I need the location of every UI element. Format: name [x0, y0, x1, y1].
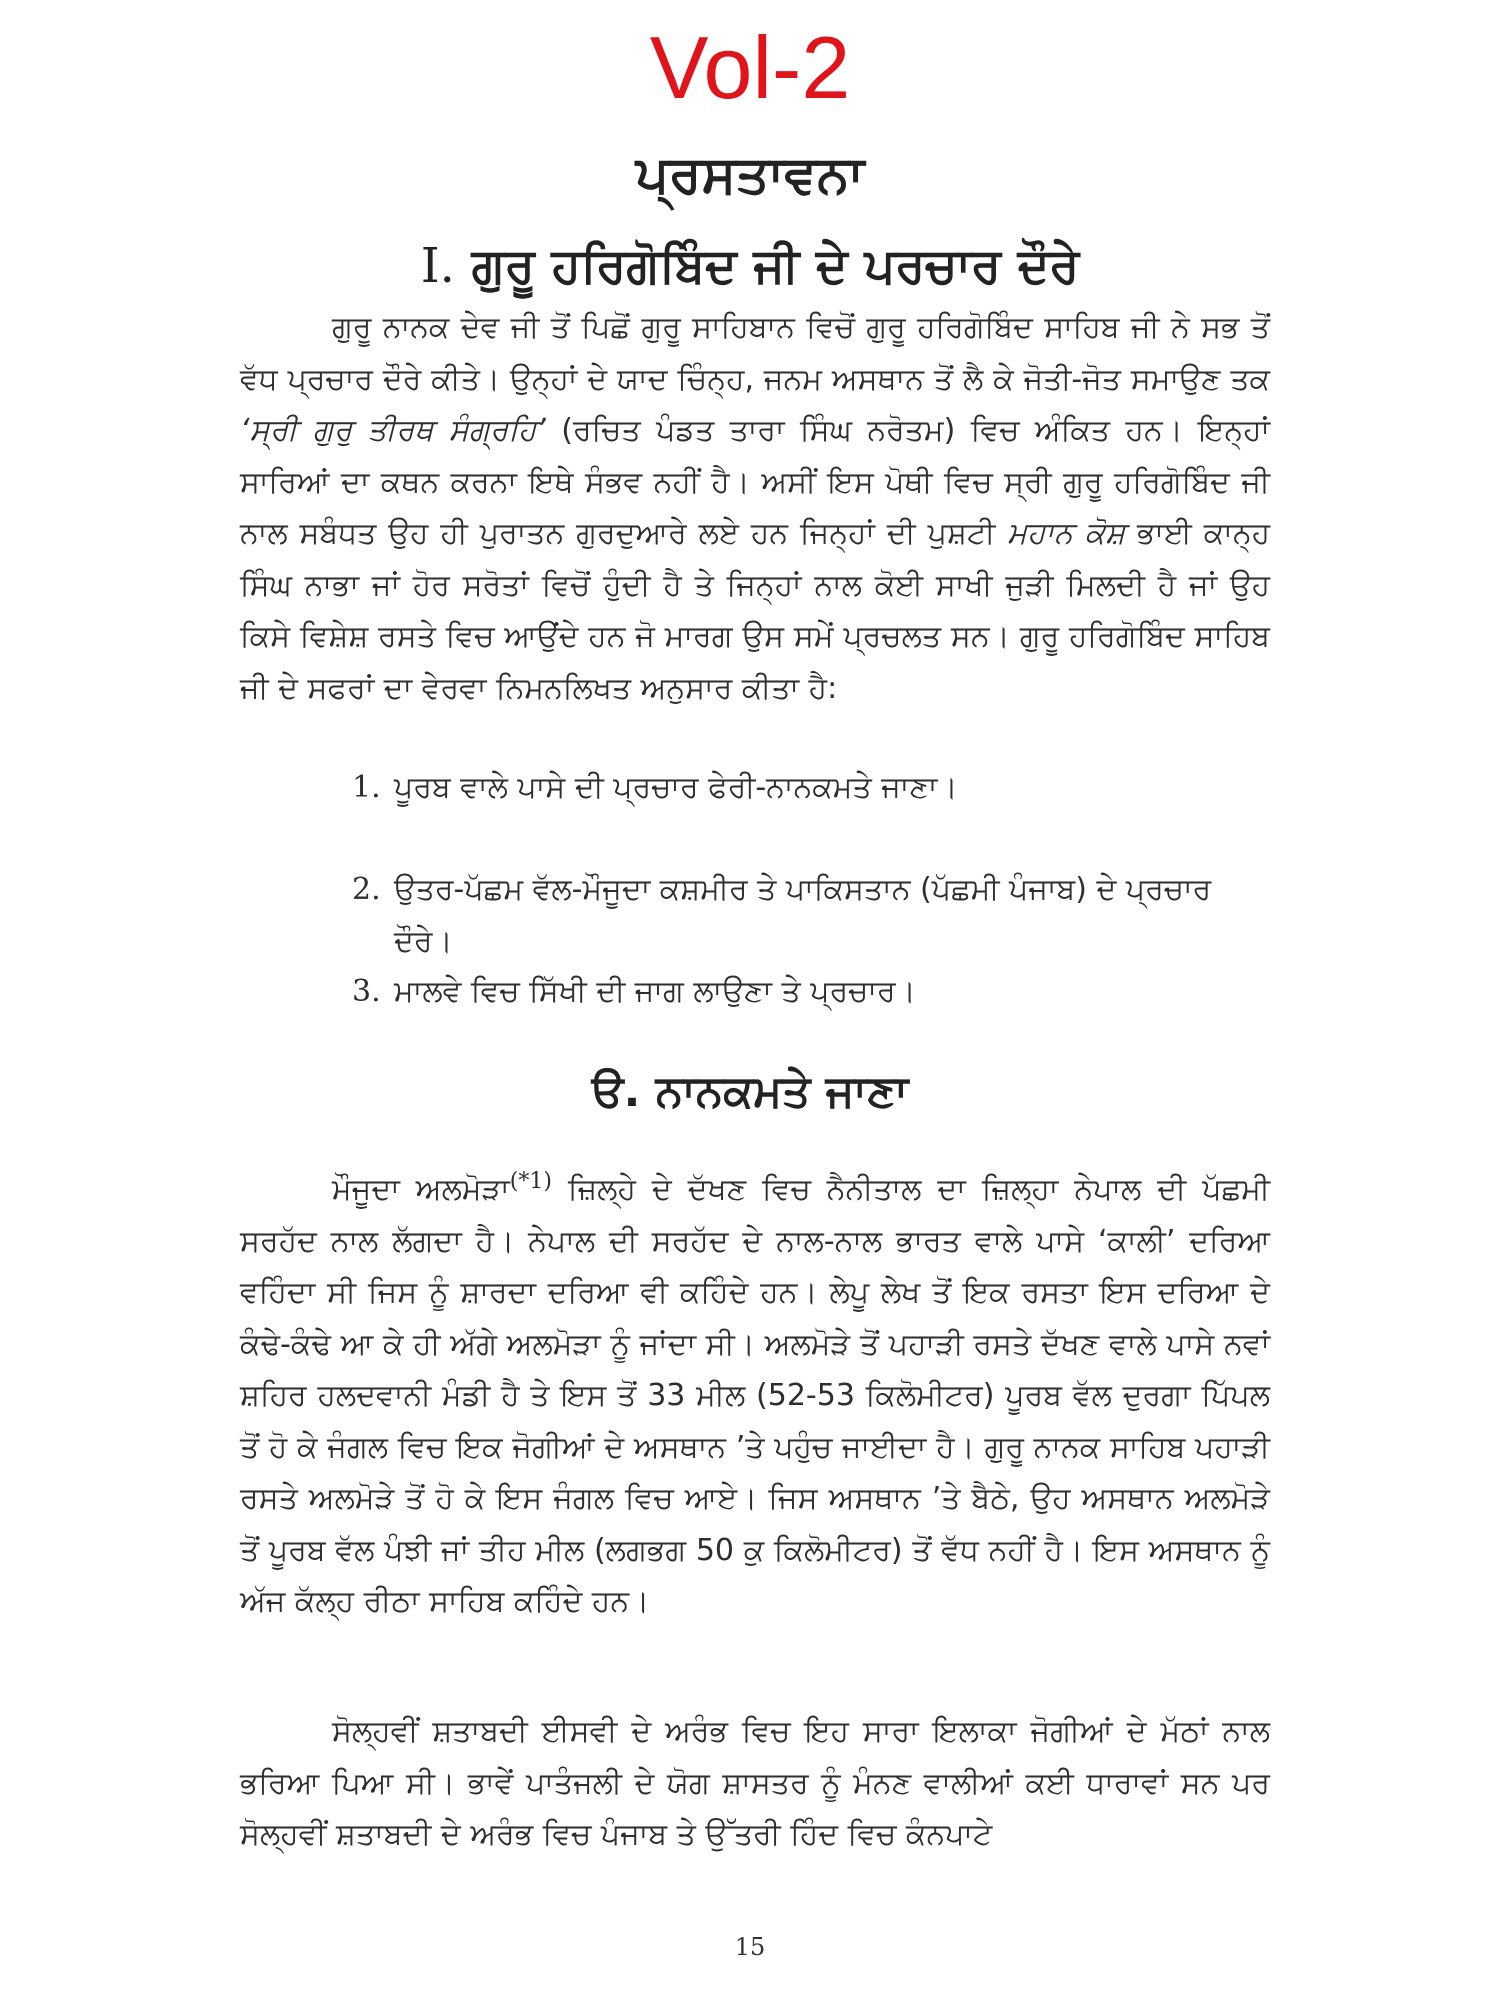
nanakmata-text-part1: ਮੌਜੂਦਾ ਅਲਮੋੜਾ	[332, 1172, 510, 1207]
jogi-text: ਸੋਲ੍ਹਵੀਂ ਸ਼ਤਾਬਦੀ ਈਸਵੀ ਦੇ ਅਰੰਭ ਵਿਚ ਇਹ ਸਾਰਾ ਇਲਾਕਾ ਜੋਗੀਆਂ ਦੇ ਮੱਠਾਂ ਨਾਲ ਭਰਿਆ ਪਿਆ ਸੀ। ਭਾਵੇਂ ਪਾਤੰਜਲੀ ਦੇ ਯੋਗ ਸ਼ਾਸਤਰ ਨੂੰ ਮੰਨਣ ਵਾਲੀਆਂ ਕਈ ਧਾਰਾਵਾਂ ਸਨ ਪਰ ਸੋਲ੍ਹਵੀਂ ਸ਼ਤਾਬਦੀ ਦੇ ਅਰੰਭ ਵਿਚ ਪੰਜਾਬ ਤੇ ਉੱਤਰੀ ਹਿੰਦ ਵਿਚ ਕੰਨਪਾਟੇ	[240, 1714, 1270, 1852]
list-number: 3.	[352, 974, 381, 1009]
intro-paragraph	[240, 302, 1270, 714]
tour-list-item-1	[352, 762, 1272, 814]
list-text: ਪੂਰਬ ਵਾਲੇ ਪਾਸੇ ਦੀ ਪ੍ਰਚਾਰ ਫੇਰੀ-ਨਾਨਕਮਤੇ ਜਾਣਾ।	[394, 770, 958, 805]
list-number: 2.	[352, 872, 381, 907]
list-text: ਮਾਲਵੇ ਵਿਚ ਸਿੱਖੀ ਦੀ ਜਾਗ ਲਾਉਣਾ ਤੇ ਪ੍ਰਚਾਰ।	[394, 974, 916, 1009]
list-number: 1.	[352, 770, 381, 805]
tour-list-item-2	[352, 864, 1272, 967]
chapter-title: ਗੁਰੂ ਹਰਿਗੋਬਿੰਦ ਜੀ ਦੇ ਪਰਚਾਰ ਦੌਰੇ	[471, 238, 1080, 294]
chapter-number: I.	[420, 238, 455, 294]
nanakmata-text-part2: ਜ਼ਿਲ੍ਹੇ ਦੇ ਦੱਖਣ ਵਿਚ ਨੈਨੀਤਾਲ ਦਾ ਜ਼ਿਲ੍ਹਾ ਨੇਪਾਲ ਦੀ ਪੱਛਮੀ ਸਰਹੱਦ ਨਾਲ ਲੱਗਦਾ ਹੈ। ਨੇਪਾਲ ਦੀ ਸਰਹੱਦ ਦੇ ਨਾਲ-ਨਾਲ ਭਾਰਤ ਵਾਲੇ ਪਾਸੇ ‘ਕਾਲੀ’ ਦਰਿਆ ਵਹਿੰਦਾ ਸੀ ਜਿਸ ਨੂੰ ਸ਼ਾਰਦਾ ਦਰਿਆ ਵੀ ਕਹਿੰਦੇ ਹਨ। ਲੇਪੂ ਲੇਖ ਤੋਂ ਇਕ ਰਸਤਾ ਇਸ ਦਰਿਆ ਦੇ ਕੰਢੇ-ਕੰਢੇ ਆ ਕੇ ਹੀ ਅੱਗੇ ਅਲਮੋੜਾ ਨੂੰ ਜਾਂਦਾ ਸੀ। ਅਲਮੋੜੇ ਤੋਂ ਪਹਾੜੀ ਰਸਤੇ ਦੱਖਣ ਵਾਲੇ ਪਾਸੇ ਨਵਾਂ ਸ਼ਹਿਰ ਹਲਦਵਾਨੀ ਮੰਡੀ ਹੈ ਤੇ ਇਸ ਤੋਂ 33 ਮੀਲ (52-53 ਕਿਲੋਮੀਟਰ) ਪੂਰਬ ਵੱਲ ਦੁਰਗਾ ਪਿੱਪਲ ਤੋਂ ਹੋ ਕੇ ਜੰਗਲ ਵਿਚ ਇਕ ਜੋਗੀਆਂ ਦੇ ਅਸਥਾਨ ’ਤੇ ਪਹੁੰਚ ਜਾਈਦਾ ਹੈ। ਗੁਰੂ ਨਾਨਕ ਸਾਹਿਬ ਪਹਾੜੀ ਰਸਤੇ ਅਲਮੋੜੇ ਤੋਂ ਹੋ ਕੇ ਇਸ ਜੰਗਲ ਵਿਚ ਆਏ। ਜਿਸ ਅਸਥਾਨ ’ਤੇ ਬੈਠੇ, ਉਹ ਅਸਥਾਨ ਅਲਮੋੜੇ ਤੋਂ ਪੂਰਬ ਵੱਲ ਪੰਝੀ ਜਾਂ ਤੀਹ ਮੀਲ (ਲਗਭਗ 50 ਕੁ ਕਿਲੋਮੀਟਰ) ਤੋਂ ਵੱਧ ਨਹੀਂ ਹੈ। ਇਸ ਅਸਥਾਨ ਨੂੰ ਅੱਜ ਕੱਲ੍ਹ ਰੀਠਾ ਸਾਹਿਬ ਕਹਿੰਦੇ ਹਨ।	[240, 1172, 1271, 1619]
book-title: ‘ਸ੍ਰੀ ਗੁਰੁ ਤੀਰਥ ਸੰਗ੍ਰਹਿ’	[240, 413, 546, 448]
jogi-paragraph	[240, 1706, 1270, 1861]
tour-list-item-3	[352, 966, 1272, 1018]
page-title: ਪ੍ਰਸਤਾਵਨਾ	[635, 145, 865, 205]
reference-title: ਮਹਾਨ ਕੋਸ਼	[1007, 516, 1126, 551]
volume-label: Vol-2	[649, 18, 851, 117]
list-text: ਉਤਰ-ਪੱਛਮ ਵੱਲ-ਮੌਜੂਦਾ ਕਸ਼ਮੀਰ ਤੇ ਪਾਕਿਸਤਾਨ (ਪੱਛਮੀ ਪੰਜਾਬ) ਦੇ ਪ੍ਰਚਾਰ ਦੌਰੇ।	[394, 872, 1212, 959]
nanakmata-paragraph	[240, 1164, 1270, 1628]
page-number: 15	[734, 1933, 766, 1961]
footnote-marker: (*1)	[509, 1169, 552, 1194]
intro-text-part3: ਭਾਈ ਕਾਨ੍ਹ ਸਿੰਘ ਨਾਭਾ ਜਾਂ ਹੋਰ ਸਰੋਤਾਂ ਵਿਚੋਂ ਹੁੰਦੀ ਹੈ ਤੇ ਜਿਨ੍ਹਾਂ ਨਾਲ ਕੋਈ ਸਾਖੀ ਜੁੜੀ ਮਿਲਦੀ ਹੈ ਜਾਂ ਉਹ ਕਿਸੇ ਵਿਸ਼ੇਸ਼ ਰਸਤੇ ਵਿਚ ਆਉਂਦੇ ਹਨ ਜੋ ਮਾਰਗ ਉਸ ਸਮੇਂ ਪ੍ਰਚਲਤ ਸਨ। ਗੁਰੂ ਹਰਿਗੋਬਿੰਦ ਸਾਹਿਬ ਜੀ ਦੇ ਸਫਰਾਂ ਦਾ ਵੇਰਵਾ ਨਿਮਨਲਿਖਤ ਅਨੁਸਾਰ ਕੀਤਾ ਹੈ:	[240, 516, 1270, 706]
chapter-heading	[0, 233, 1500, 299]
section-heading: ੳ. ਨਾਨਕਮਤੇ ਜਾਣਾ	[591, 1066, 909, 1117]
intro-text-part1: ਗੁਰੂ ਨਾਨਕ ਦੇਵ ਜੀ ਤੋਂ ਪਿਛੋਂ ਗੁਰੂ ਸਾਹਿਬਾਨ ਵਿਚੋਂ ਗੁਰੂ ਹਰਿਗੋਬਿੰਦ ਸਾਹਿਬ ਜੀ ਨੇ ਸਭ ਤੋਂ ਵੱਧ ਪ੍ਰਚਾਰ ਦੌਰੇ ਕੀਤੇ। ਉਨ੍ਹਾਂ ਦੇ ਯਾਦ ਚਿੰਨ੍ਹ, ਜਨਮ ਅਸਥਾਨ ਤੋਂ ਲੈ ਕੇ ਜੋਤੀ-ਜੋਤ ਸਮਾਉਣ ਤਕ	[240, 310, 1270, 397]
intro-text-part2: (ਰਚਿਤ ਪੰਡਤ ਤਾਰਾ ਸਿੰਘ ਨਰੋਤਮ) ਵਿਚ ਅੰਕਿਤ ਹਨ। ਇਨ੍ਹਾਂ ਸਾਰਿਆਂ ਦਾ ਕਥਨ ਕਰਨਾ ਇਥੇ ਸੰਭਵ ਨਹੀਂ ਹੈ। ਅਸੀਂ ਇਸ ਪੋਥੀ ਵਿਚ ਸ੍ਰੀ ਗੁਰੂ ਹਰਿਗੋਬਿੰਦ ਜੀ ਨਾਲ ਸਬੰਧਤ ਉਹ ਹੀ ਪੁਰਾਤਨ ਗੁਰਦੁਆਰੇ ਲਏ ਹਨ ਜਿਨ੍ਹਾਂ ਦੀ ਪੁਸ਼ਟੀ	[240, 413, 1270, 551]
